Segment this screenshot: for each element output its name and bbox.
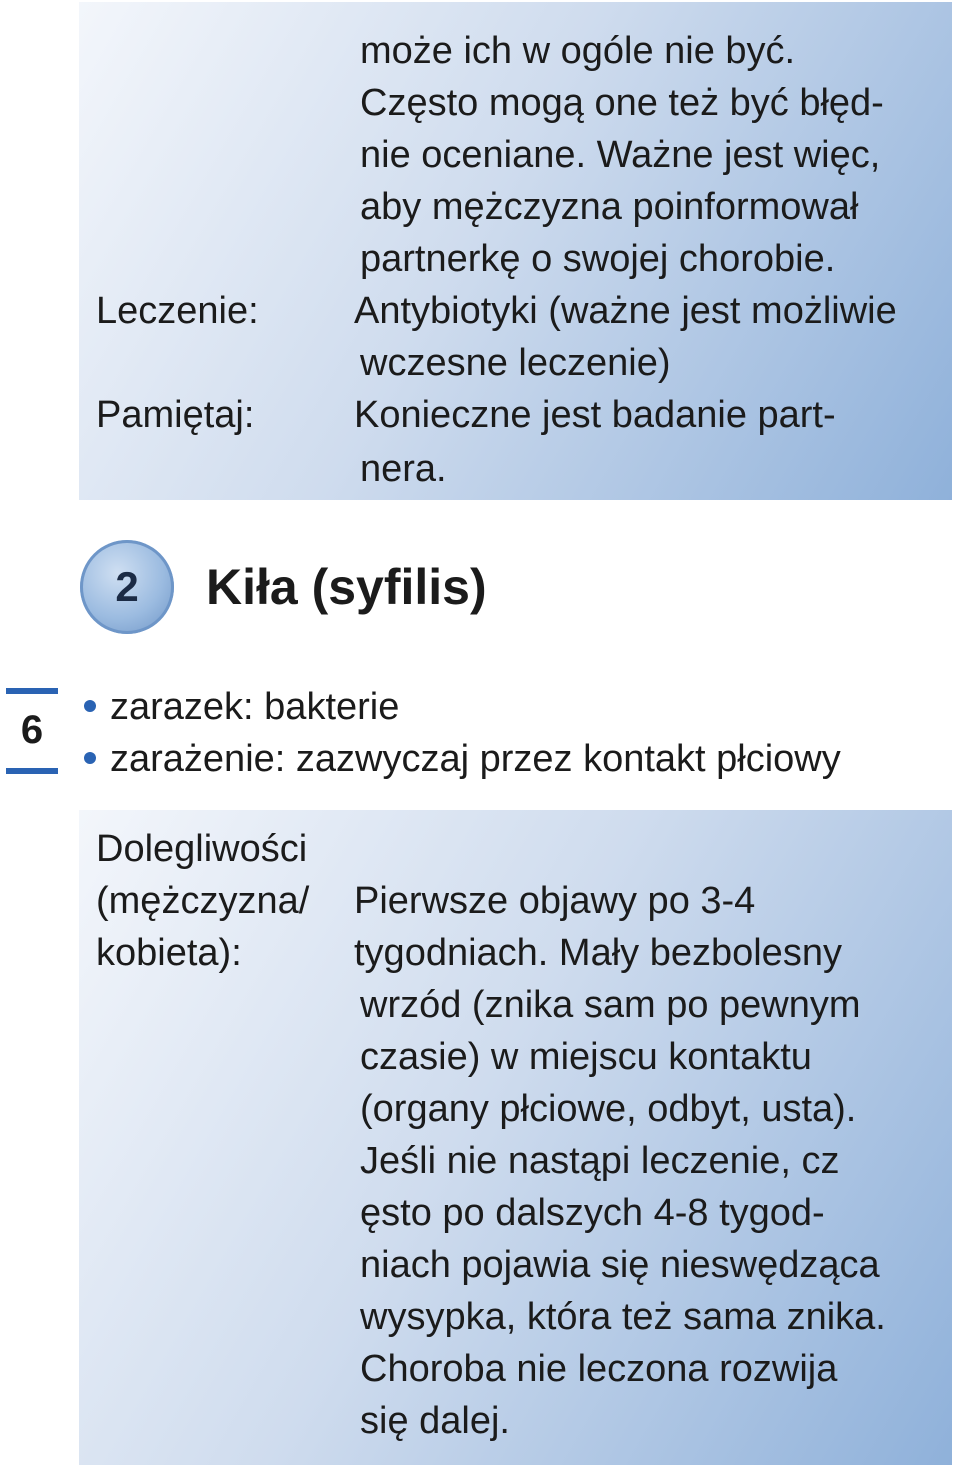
symptoms-text-line: się dalej. xyxy=(360,1400,510,1442)
symptoms-text-line: wysypka, która też sama znika. xyxy=(360,1296,886,1338)
treatment-text-line: Antybiotyki (ważne jest możliwie xyxy=(354,290,897,332)
remember-label: Pamiętaj: xyxy=(96,394,255,436)
top-text-line: partnerkę o swojej chorobie. xyxy=(360,238,836,280)
top-text-line: może ich w ogóle nie być. xyxy=(360,30,796,72)
symptoms-text-line: (organy płciowe, odbyt, usta). xyxy=(360,1088,857,1130)
treatment-text-line: wczesne leczenie) xyxy=(360,342,671,384)
symptoms-text-line: Choroba nie leczona rozwija xyxy=(360,1348,838,1390)
bullet-dot-icon xyxy=(84,700,96,712)
symptoms-text-line: Pierwsze objawy po 3-4 xyxy=(354,880,756,922)
bullet-item xyxy=(84,740,841,778)
remember-text-line: nera. xyxy=(360,448,447,490)
symptoms-label-line: (mężczyzna/ xyxy=(96,880,310,922)
bullet-text: zarażenie: zazwyczaj przez kontakt płciowy xyxy=(110,738,841,780)
top-text-line: Często mogą one też być błęd- xyxy=(360,82,884,124)
chapter-number: 6 xyxy=(20,708,44,752)
section-number-badge: 2 xyxy=(80,540,174,634)
symptoms-text-line: czasie) w miejscu kontaktu xyxy=(360,1036,812,1078)
top-text-line: aby mężczyzna poinformował xyxy=(360,186,859,228)
symptoms-text-line: tygodniach. Mały bezbolesny xyxy=(354,932,842,974)
symptoms-label-line: kobieta): xyxy=(96,932,242,974)
symptoms-text-line: ęsto po dalszych 4-8 tygod- xyxy=(360,1192,825,1234)
chapter-marker-bar xyxy=(6,768,58,774)
symptoms-text-line: wrzód (znika sam po pewnym xyxy=(360,984,861,1026)
symptoms-text-line: niach pojawia się nieswędząca xyxy=(360,1244,880,1286)
chapter-marker xyxy=(6,688,58,776)
bullet-dot-icon xyxy=(84,752,96,764)
treatment-label: Leczenie: xyxy=(96,290,259,332)
top-text-line: nie oceniane. Ważne jest więc, xyxy=(360,134,881,176)
bullet-item xyxy=(84,688,399,726)
chapter-marker-bar xyxy=(6,688,58,694)
remember-text-line: Konieczne jest badanie part- xyxy=(354,394,836,436)
bullet-text: zarazek: bakterie xyxy=(110,686,400,728)
symptoms-label-line: Dolegliwości xyxy=(96,828,308,870)
section-title: Kiła (syfilis) xyxy=(206,559,487,615)
symptoms-text-line: Jeśli nie nastąpi leczenie, cz xyxy=(360,1140,840,1182)
